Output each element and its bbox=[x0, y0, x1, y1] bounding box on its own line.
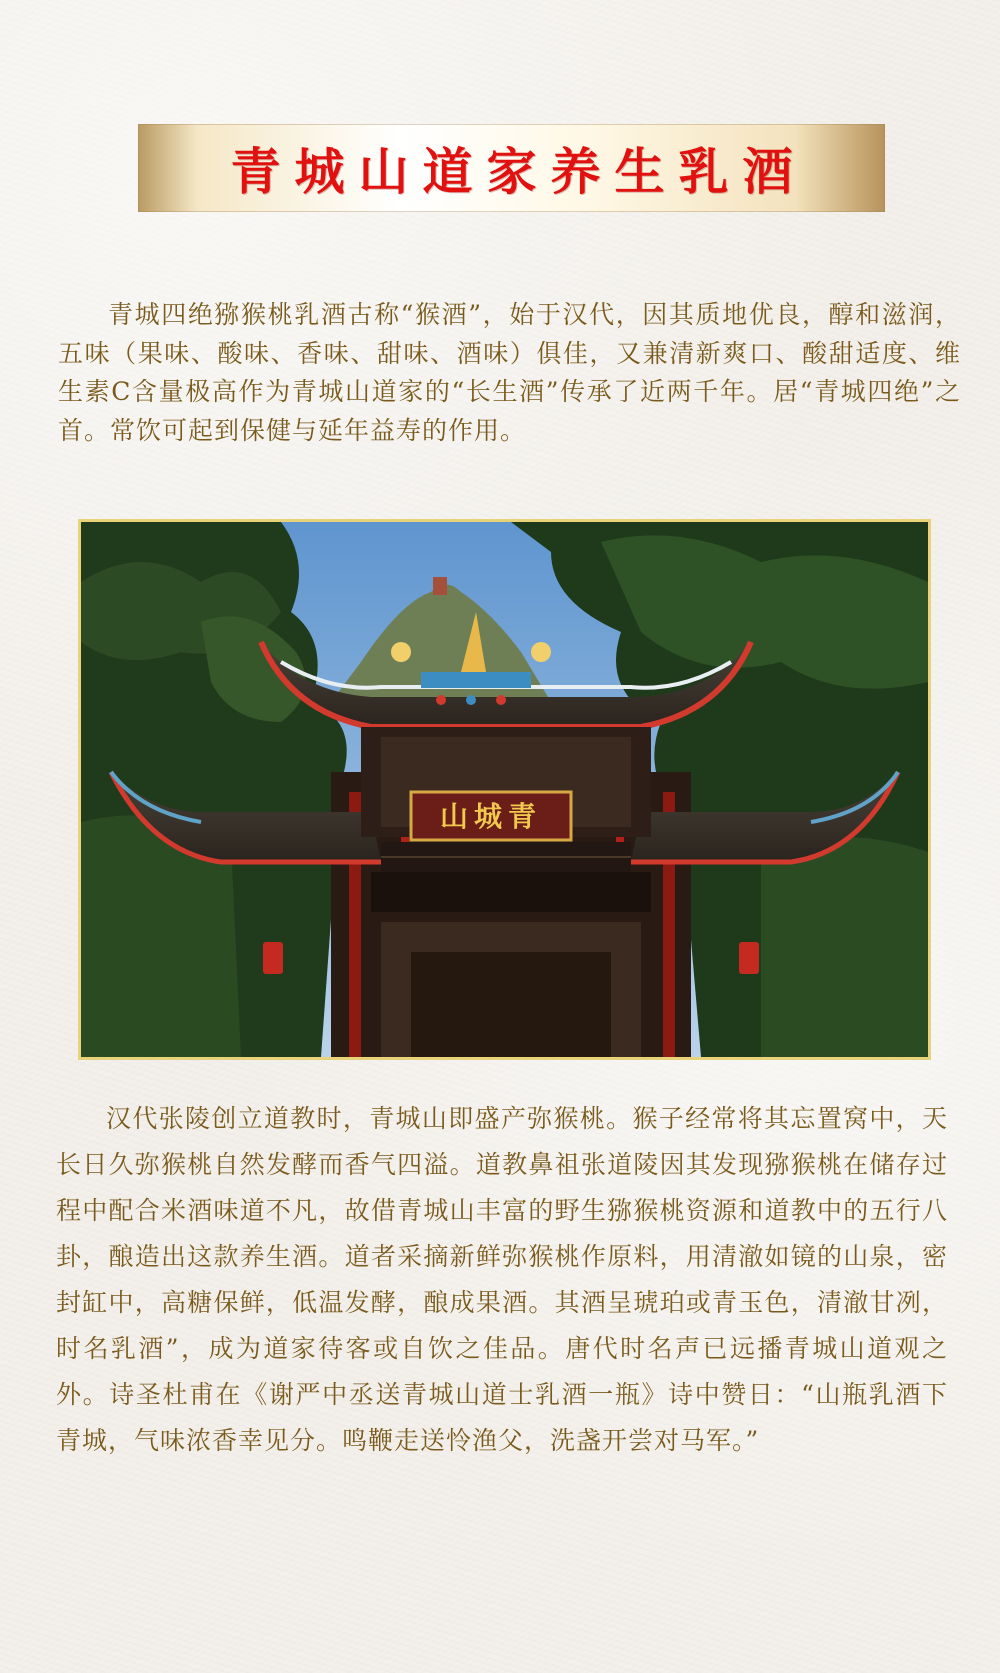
intro-paragraph: 青城四绝猕猴桃乳酒古称“猴酒”，始于汉代，因其质地优良，醇和滋润，五味（果味、酸味、香味、甜味、酒味）俱佳，又兼清新爽口、酸甜适度、维生素C含量极高作为青城山道家的“长生酒”传承了近两千年。居“青城四绝”之首。常饮可起到保健与延年益寿的作用。 bbox=[58, 300, 961, 445]
history-paragraph: 汉代张陵创立道教时，青城山即盛产弥猴桃。猴子经常将其忘置窝中，天长日久弥猴桃自然发酵而香气四溢。道教鼻祖张道陵因其发现猕猴桃在储存过程中配合米酒味道不凡，故借青城山丰富的野生猕猴桃资源和道教中的五行八卦，酿造出这款养生酒。道者采摘新鲜弥猴桃作原料，用清澈如镜的山泉，密封缸中，高糖保鲜，低温发酵，酿成果酒。其酒呈琥珀或青玉色，清澈甘冽，时名乳酒”，成为道家待客或自饮之佳品。唐代时名声已远播青城山道观之外。诗圣杜甫在《谢严中丞送青城山道士乳酒一瓶》诗中赞日：“山瓶乳酒下青城，气味浓香幸见分。鸣鞭走送怜渔父，洗盏开尝对马军。” bbox=[56, 1104, 948, 1455]
title-banner bbox=[138, 124, 885, 212]
plaque-text: 山城青 bbox=[439, 800, 543, 833]
page-title: 青城山道家养生乳酒 bbox=[230, 142, 807, 201]
temple-gate-photo bbox=[78, 519, 931, 1060]
